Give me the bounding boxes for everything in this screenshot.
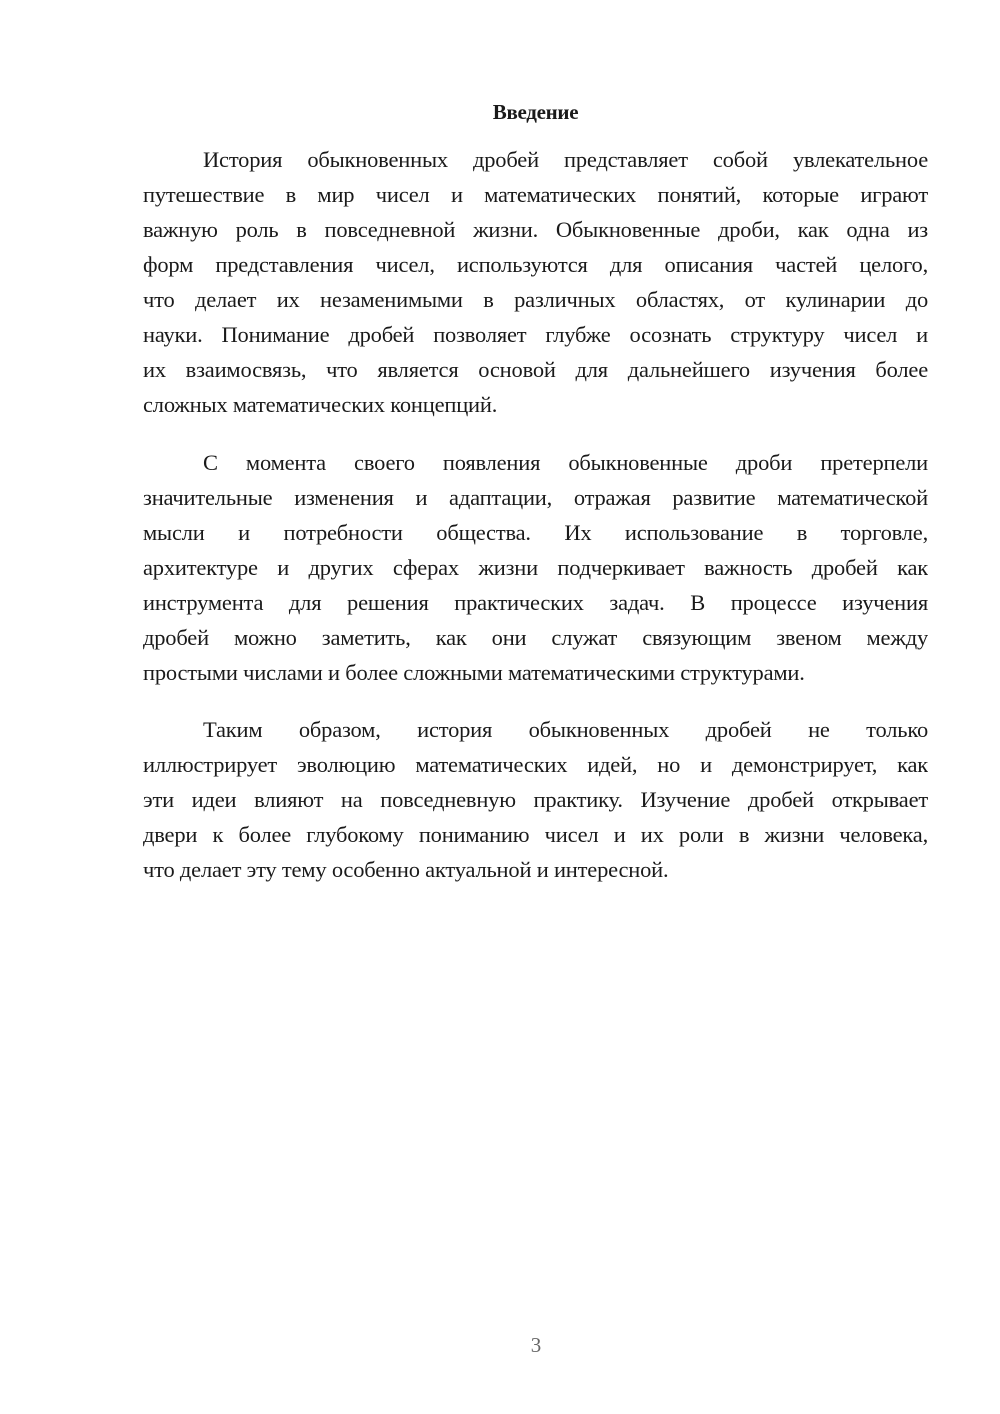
text-line: что делает их незаменимыми в различных областях, от кулинарии до bbox=[143, 287, 928, 312]
paragraph-1 bbox=[143, 142, 928, 422]
text-line: эти идеи влияют на повседневную практику. Изучение дробей открывает bbox=[143, 787, 928, 812]
text-line: простыми числами и более сложными математическими структурами. bbox=[143, 660, 805, 685]
text-line: значительные изменения и адаптации, отражая развитие математической bbox=[143, 485, 928, 510]
section-heading: Введение bbox=[492, 100, 579, 124]
text-line: архитектуре и других сферах жизни подчеркивает важность дробей как bbox=[143, 555, 928, 580]
text-line: иллюстрирует эволюцию математических идей, но и демонстрирует, как bbox=[143, 752, 928, 777]
text-line: мысли и потребности общества. Их использование в торговле, bbox=[143, 520, 928, 545]
text-line: История обыкновенных дробей представляет собой увлекательное bbox=[203, 147, 928, 172]
text-line: путешествие в мир чисел и математических понятий, которые играют bbox=[143, 182, 928, 207]
text-line: Таким образом, история обыкновенных дробей не только bbox=[203, 717, 928, 742]
text-line: С момента своего появления обыкновенные дроби претерпели bbox=[203, 450, 928, 475]
text-line: науки. Понимание дробей позволяет глубже осознать структуру чисел и bbox=[143, 322, 928, 347]
page-number: 3 bbox=[530, 1333, 542, 1357]
text-line: важную роль в повседневной жизни. Обыкновенные дроби, как одна из bbox=[143, 217, 928, 242]
text-line: инструмента для решения практических задач. В процессе изучения bbox=[143, 590, 928, 615]
text-line: их взаимосвязь, что является основой для дальнейшего изучения более bbox=[143, 357, 928, 382]
paragraph-3 bbox=[143, 712, 928, 887]
text-line: дробей можно заметить, как они служат связующим звеном между bbox=[143, 625, 928, 650]
text-line: что делает эту тему особенно актуальной и интересной. bbox=[143, 857, 669, 882]
text-line: сложных математических концепций. bbox=[143, 392, 498, 417]
text-line: форм представления чисел, используются для описания частей целого, bbox=[143, 252, 928, 277]
paragraph-2 bbox=[143, 445, 928, 690]
text-line: двери к более глубокому пониманию чисел и их роли в жизни человека, bbox=[143, 822, 928, 847]
